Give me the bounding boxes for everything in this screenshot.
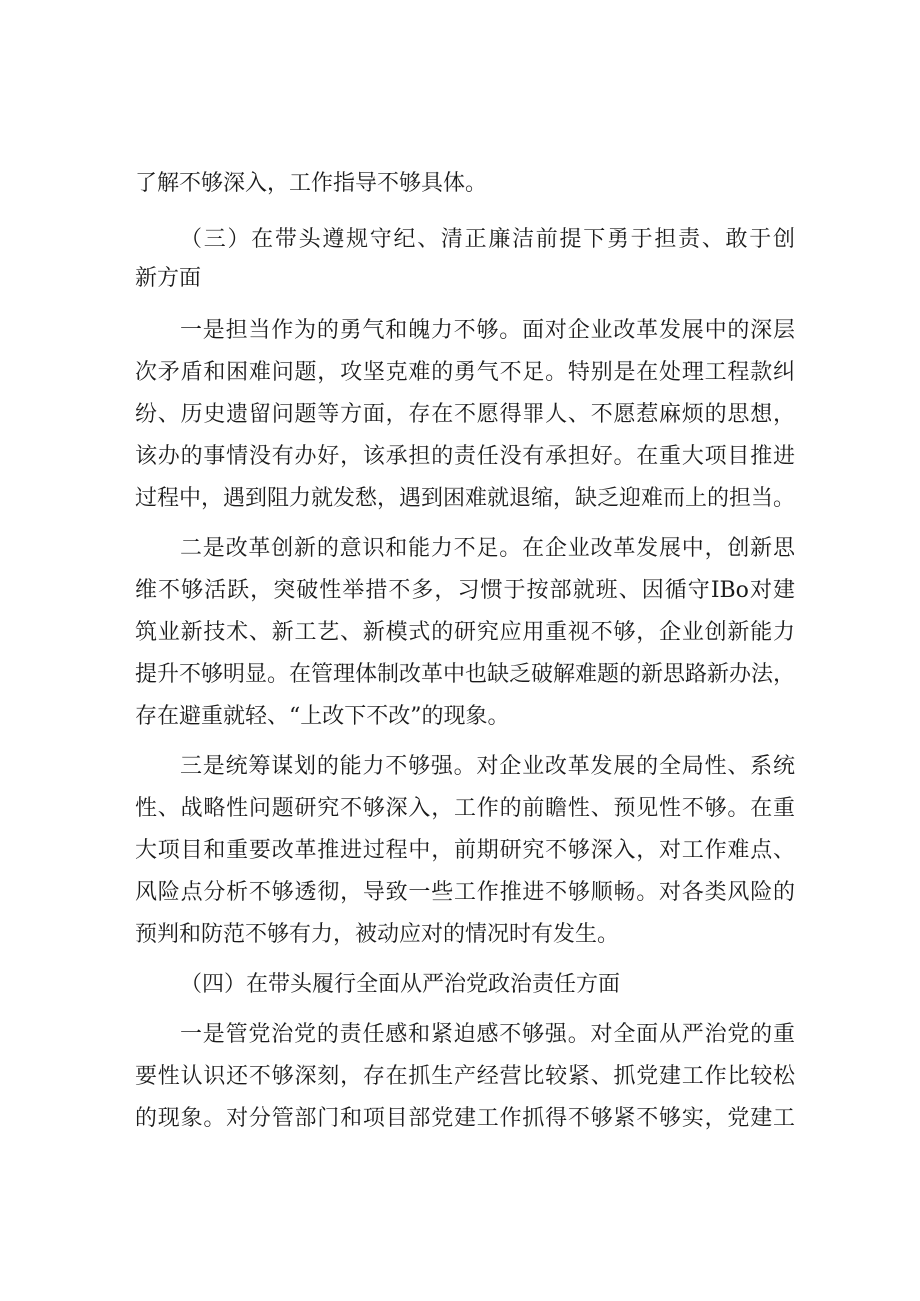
- paragraph-line: 一是担当作为的勇气和魄力不够。面对企业改革发展中的深层: [180, 318, 795, 343]
- paragraph-line: 提升不够明显。在管理体制改革中也缺乏破解难题的新思路新办法，: [135, 662, 795, 687]
- section-heading-4: （四）在带头履行全面从严治党政治责任方面: [180, 972, 621, 997]
- paragraph-line: 了解不够深入，工作指导不够具体。: [135, 171, 488, 196]
- paragraph-line: 筑业新技术、新工艺、新模式的研究应用重视不够，企业创新能力: [135, 620, 795, 645]
- paragraph-line: 次矛盾和困难问题，攻坚克难的勇气不足。特别是在处理工程款纠: [135, 360, 795, 385]
- paragraph-line: 该办的事情没有办好，该承担的责任没有承担好。在重大项目推进: [135, 444, 795, 469]
- paragraph-line: 三是统筹谋划的能力不够强。对企业改革发展的全局性、系统: [180, 754, 795, 779]
- paragraph-line: 要性认识还不够深刻，存在抓生产经营比较紧、抓党建工作比较松: [135, 1064, 795, 1089]
- paragraph-line: 纷、历史遗留问题等方面，存在不愿得罪人、不愿惹麻烦的思想，: [135, 402, 795, 427]
- paragraph-line: 大项目和重要改革推进过程中，前期研究不够深入，对工作难点、: [135, 838, 795, 863]
- section-heading-3: （三）在带头遵规守纪、清正廉洁前提下勇于担责、敢于创: [180, 227, 795, 252]
- paragraph-line: 的现象。对分管部门和项目部党建工作抓得不够紧不够实，党建工: [135, 1106, 795, 1131]
- section-heading-3-cont: 新方面: [135, 266, 202, 291]
- paragraph-line: 二是改革创新的意识和能力不足。在企业改革发展中，创新思: [180, 536, 795, 561]
- paragraph-line: 风险点分析不够透彻，导致一些工作推进不够顺畅。对各类风险的: [135, 880, 795, 905]
- paragraph-line: 一是管党治党的责任感和紧迫感不够强。对全面从严治党的重: [180, 1022, 795, 1047]
- paragraph-line: 维不够活跃，突破性举措不多，习惯于按部就班、因循守IBo对建: [135, 578, 795, 603]
- paragraph-line: 性、战略性问题研究不够深入，工作的前瞻性、预见性不够。在重: [135, 796, 795, 821]
- paragraph-line: 存在避重就轻、“上改下不改”的现象。: [135, 704, 510, 729]
- paragraph-line: 过程中，遇到阻力就发愁，遇到困难就退缩，缺乏迎难而上的担当。: [135, 486, 795, 511]
- paragraph-line: 预判和防范不够有力，被动应对的情况时有发生。: [135, 922, 620, 947]
